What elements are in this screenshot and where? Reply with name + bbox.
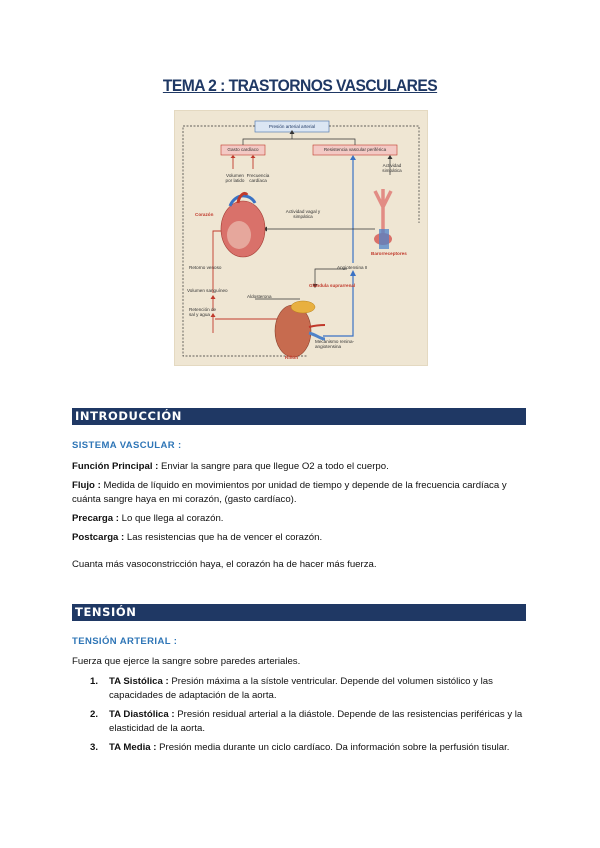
term-postcarga: Postcarga :	[72, 532, 125, 543]
text-precarga: Lo que llega al corazón.	[118, 513, 224, 524]
paragraph-fuerza: Fuerza que ejerce la sangre sobre paredes arteriales.	[72, 656, 301, 667]
term-media: TA Media :	[109, 742, 157, 753]
term-flujo: Flujo :	[72, 480, 101, 491]
page-title: TEMA 2 : TRASTORNOS VASCULARES	[162, 76, 438, 95]
section-header-introduccion: INTRODUCCIÓN	[72, 408, 526, 425]
label-actividad-simpatica: Actividad simpática	[382, 163, 402, 174]
label-frecuencia: Frecuencia cardíaca	[246, 173, 270, 184]
text-media: Presión media durante un ciclo cardíaco. Da información sobre la perfusión tisular.	[156, 742, 510, 753]
label-angiotensina: Angiotensina II	[337, 265, 368, 270]
label-presion-arterial: Presión arterial arterial	[268, 124, 316, 129]
term-diastolica: TA Diastólica :	[109, 709, 175, 720]
list-number: 1.	[90, 676, 99, 687]
paragraph-vasoconstriccion: Cuanta más vasoconstricción haya, el corazón ha de hacer más fuerza.	[72, 559, 377, 570]
section-header-tension: TENSIÓN	[72, 604, 526, 621]
subhead-sistema-vascular: SISTEMA VASCULAR :	[72, 440, 182, 451]
label-corazon: Corazón	[195, 212, 214, 217]
label-glandula: Glándula suprarrenal	[309, 283, 356, 288]
blood-pressure-diagram	[174, 110, 428, 366]
text-flujo: Medida de líquido en movimientos por unidad de tiempo y depende de la frecuencia cardíaca y cuánta sangre haya en mi corazón, (gasto cardíaco).	[72, 480, 507, 505]
label-mecanismo: Mecanismo renina-angiotensina	[315, 339, 355, 350]
label-rinon: Riñón	[285, 355, 299, 360]
list-number: 3.	[90, 742, 99, 753]
label-barorreceptores: Barorreceptores	[371, 251, 407, 256]
label-retorno-venoso: Retorno venoso	[189, 265, 222, 270]
label-volumen-sanguineo: Volumen sanguíneo	[187, 288, 228, 293]
label-volumen-latido: Volumen por latido	[225, 173, 245, 184]
paragraph-precarga	[72, 512, 532, 526]
list-number: 2.	[90, 709, 99, 720]
text-sistolica: Presión máxima a la sístole ventricular. Depende del volumen sistólico y las capacidades de adaptación de la aorta.	[109, 676, 493, 701]
label-retencion: Retención de sal y agua	[189, 307, 217, 318]
paragraph-flujo	[72, 479, 532, 507]
label-gasto-cardiaco: Gasto cardíaco	[227, 147, 259, 152]
term-sistolica: TA Sistólica :	[109, 676, 169, 687]
label-aldosterona: Aldosterona	[247, 294, 272, 299]
paragraph-funcion	[72, 460, 532, 474]
text-funcion: Enviar la sangre para que llegue O2 a todo el cuerpo.	[158, 461, 389, 472]
label-actividad-vagal: Actividad vagal y simpática	[285, 209, 321, 220]
subhead-tension-arterial: TENSIÓN ARTERIAL :	[72, 636, 178, 647]
term-funcion: Función Principal :	[72, 461, 159, 472]
term-precarga: Precarga :	[72, 513, 119, 524]
label-resistencia: Resistencia vascular periférica	[323, 147, 387, 152]
text-postcarga: Las resistencias que ha de vencer el corazón.	[124, 532, 323, 543]
text-diastolica: Presión residual arterial a la diástole. Depende de las resistencias periféricas y la elasticidad de la aorta.	[109, 709, 523, 734]
paragraph-postcarga	[72, 531, 532, 545]
